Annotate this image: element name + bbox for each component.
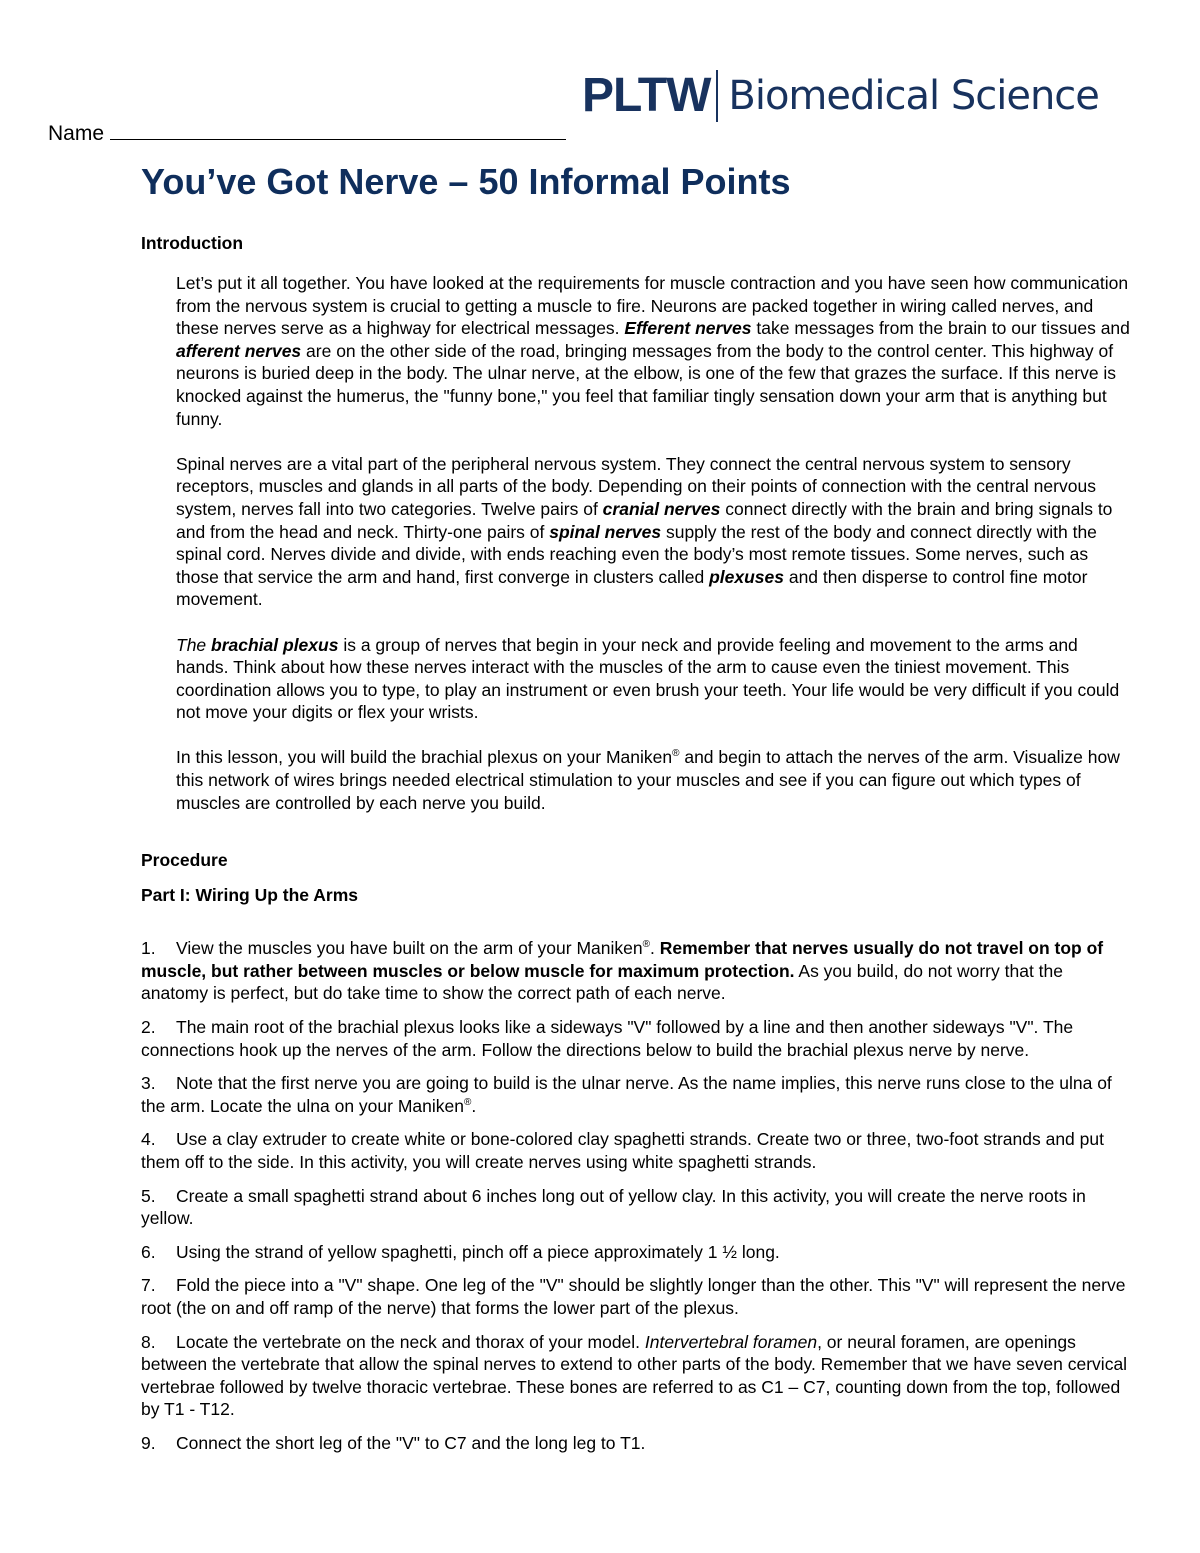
document-body: [141, 232, 1131, 1466]
text-run: supply the rest of the body and connect directly with the spinal cord. Nerves divide and divide, with ends reaching even the body’s most remote tissues. Some nerves, such as those that service the arm and hand, first converge in clusters called: [176, 521, 1097, 587]
logo-brand: PLTW: [582, 69, 711, 122]
step-number: 5.: [141, 1185, 156, 1206]
step-number: 4.: [141, 1129, 156, 1150]
text-run: .: [471, 1095, 477, 1116]
registered-mark: ®: [463, 1096, 472, 1108]
step-4: [141, 1128, 1131, 1173]
text-run: As you build, do not worry that the anatomy is perfect, but do take time to show the correct path of each nerve.: [141, 960, 1063, 1004]
text-run: Note that the first nerve you are going to build is the ulnar nerve. As the name implies, this nerve runs close to the ulna of the arm. Locate the ulna on your Maniken: [141, 1073, 1112, 1116]
text-run: take messages from the brain to our tissues and: [751, 318, 1130, 339]
text-run: connect directly with the brain and bring signals to and from the head and neck. Thirty-one pairs of: [176, 498, 1113, 542]
term-afferent-nerves: afferent nerves: [176, 340, 302, 361]
text-run: are on the other side of the road, bringing messages from the body to the control center. This highway of neurons is buried deep in the body. The ulnar nerve, at the elbow, is one of the few that grazes the surface. If this nerve is knocked against the humerus, the "funny bone," you feel that familiar tingly sensation down your arm that is anything but funny.: [176, 340, 1117, 429]
step-text: Fold the piece into a "V" shape. One leg of the "V" should be slightly longer than the other. This "V" will represent the nerve root (the on and off ramp of the nerve) that forms the lower part of the plexus.: [141, 1275, 1126, 1318]
intro-paragraph-2: [176, 453, 1131, 611]
step-number: 1.: [141, 938, 156, 959]
text-run: .: [649, 938, 660, 959]
page-title: You’ve Got Nerve – 50 Informal Points: [141, 161, 791, 202]
term-efferent-nerves: Efferent nerves: [624, 318, 752, 339]
intro-paragraph-3: [176, 634, 1131, 724]
step-text: Connect the short leg of the "V" to C7 and the long leg to T1.: [176, 1432, 646, 1453]
intro-paragraph-1: [176, 272, 1131, 430]
step-8: [141, 1331, 1131, 1421]
registered-mark: ®: [642, 939, 650, 951]
step-7: [141, 1274, 1131, 1319]
step-text: Create a small spaghetti strand about 6 inches long out of yellow clay. In this activity, you will create the nerve roots in yellow.: [141, 1185, 1086, 1229]
step-6: [141, 1241, 1131, 1264]
step-3: [141, 1072, 1131, 1117]
step-9: [141, 1432, 1131, 1455]
term-cranial-nerves: cranial nerves: [602, 498, 721, 519]
intro-paragraph-4: [176, 746, 1131, 814]
text-run: and begin to attach the nerves of the arm. Visualize how this network of wires brings needed electrical stimulation to your muscles and see if you can figure out which types of muscles are controlled by each nerve you build.: [176, 747, 1120, 813]
introduction-section: [176, 272, 1131, 814]
introduction-heading: Introduction: [141, 233, 244, 253]
logo-divider: [716, 70, 718, 122]
logo-subtitle: Biomedical Science: [728, 73, 1099, 119]
step-number: 7.: [141, 1275, 156, 1296]
procedure-heading: Procedure: [141, 850, 228, 871]
text-run: , or neural foramen, are openings between the vertebrate that allow the spinal nerves to extend to other parts of the body. Remember that we have seven cervical vertebrae followed by twelve thoracic vertebrae. These bones are referred to as C1 – C7, counting down from the top, followed by T1 - T12.: [141, 1331, 1128, 1420]
term-brachial-plexus: brachial plexus: [211, 634, 339, 655]
name-label: Name: [48, 122, 105, 145]
term-spinal-nerves: spinal nerves: [549, 521, 662, 542]
name-field: [48, 120, 566, 148]
step-5: [141, 1185, 1131, 1230]
text-run: In this lesson, you will build the brachial plexus on your Maniken: [176, 747, 673, 768]
part-1-heading: Part I: Wiring Up the Arms: [141, 885, 358, 906]
step-text: Use a clay extruder to create white or bone-colored clay spaghetti strands. Create two or three, two-foot strands and put them off to the side. In this activity, you will create nerves using white spaghetti strands.: [141, 1129, 1104, 1172]
text-run: The: [176, 634, 207, 655]
step-number: 9.: [141, 1432, 156, 1453]
text-run: Let’s put it all together. You have looked at the requirements for muscle contraction and you have seen how communication from the nervous system is crucial to getting a muscle to fire. Neurons are packed together in wiring called nerves, and these nerves serve as a highway for electrical messages.: [176, 273, 1129, 339]
text-run: Locate the vertebrate on the neck and thorax of your model.: [176, 1331, 645, 1352]
pltw-logo: [582, 66, 1099, 126]
step-1: [141, 937, 1131, 1005]
step-number: 2.: [141, 1017, 156, 1038]
step-number: 6.: [141, 1241, 156, 1262]
italic-term: Intervertebral foramen: [644, 1331, 818, 1352]
procedure-steps: [141, 937, 1131, 1454]
bold-note: Remember that nerves usually do not travel on top of muscle, but rather between muscles or below muscle for maximum protection.: [141, 938, 1104, 981]
step-number: 3.: [141, 1073, 156, 1094]
step-text: The main root of the brachial plexus looks like a sideways "V" followed by a line and then another sideways "V". The connections hook up the nerves of the arm. Follow the directions below to build the brachial plexus nerve by nerve.: [141, 1017, 1074, 1060]
text-run: and then disperse to control fine motor movement.: [176, 566, 1088, 610]
text-run: Spinal nerves are a vital part of the peripheral nervous system. They connect the central nervous system to sensory receptors, muscles and glands in all parts of the body. Depending on their points of connection with the central nervous system, nerves fall into two categories. Twelve pairs of: [176, 453, 1096, 519]
step-text: Using the strand of yellow spaghetti, pinch off a piece approximately 1 ½ long.: [176, 1241, 780, 1262]
term-plexuses: plexuses: [709, 566, 784, 587]
text-run: is a group of nerves that begin in your neck and provide feeling and movement to the arms and hands. Think about how these nerves interact with the muscles of the arm to cause even the tiniest movement. This coordination allows you to type, to play an instrument or even brush your teeth. Your life would be very difficult if you could not move your digits or flex your wrists.: [176, 634, 1120, 723]
registered-mark: ®: [672, 748, 680, 760]
name-blank-line[interactable]: [110, 121, 566, 140]
step-number: 8.: [141, 1331, 156, 1352]
step-2: [141, 1016, 1131, 1061]
text-run: View the muscles you have built on the arm of your Maniken: [176, 938, 643, 959]
